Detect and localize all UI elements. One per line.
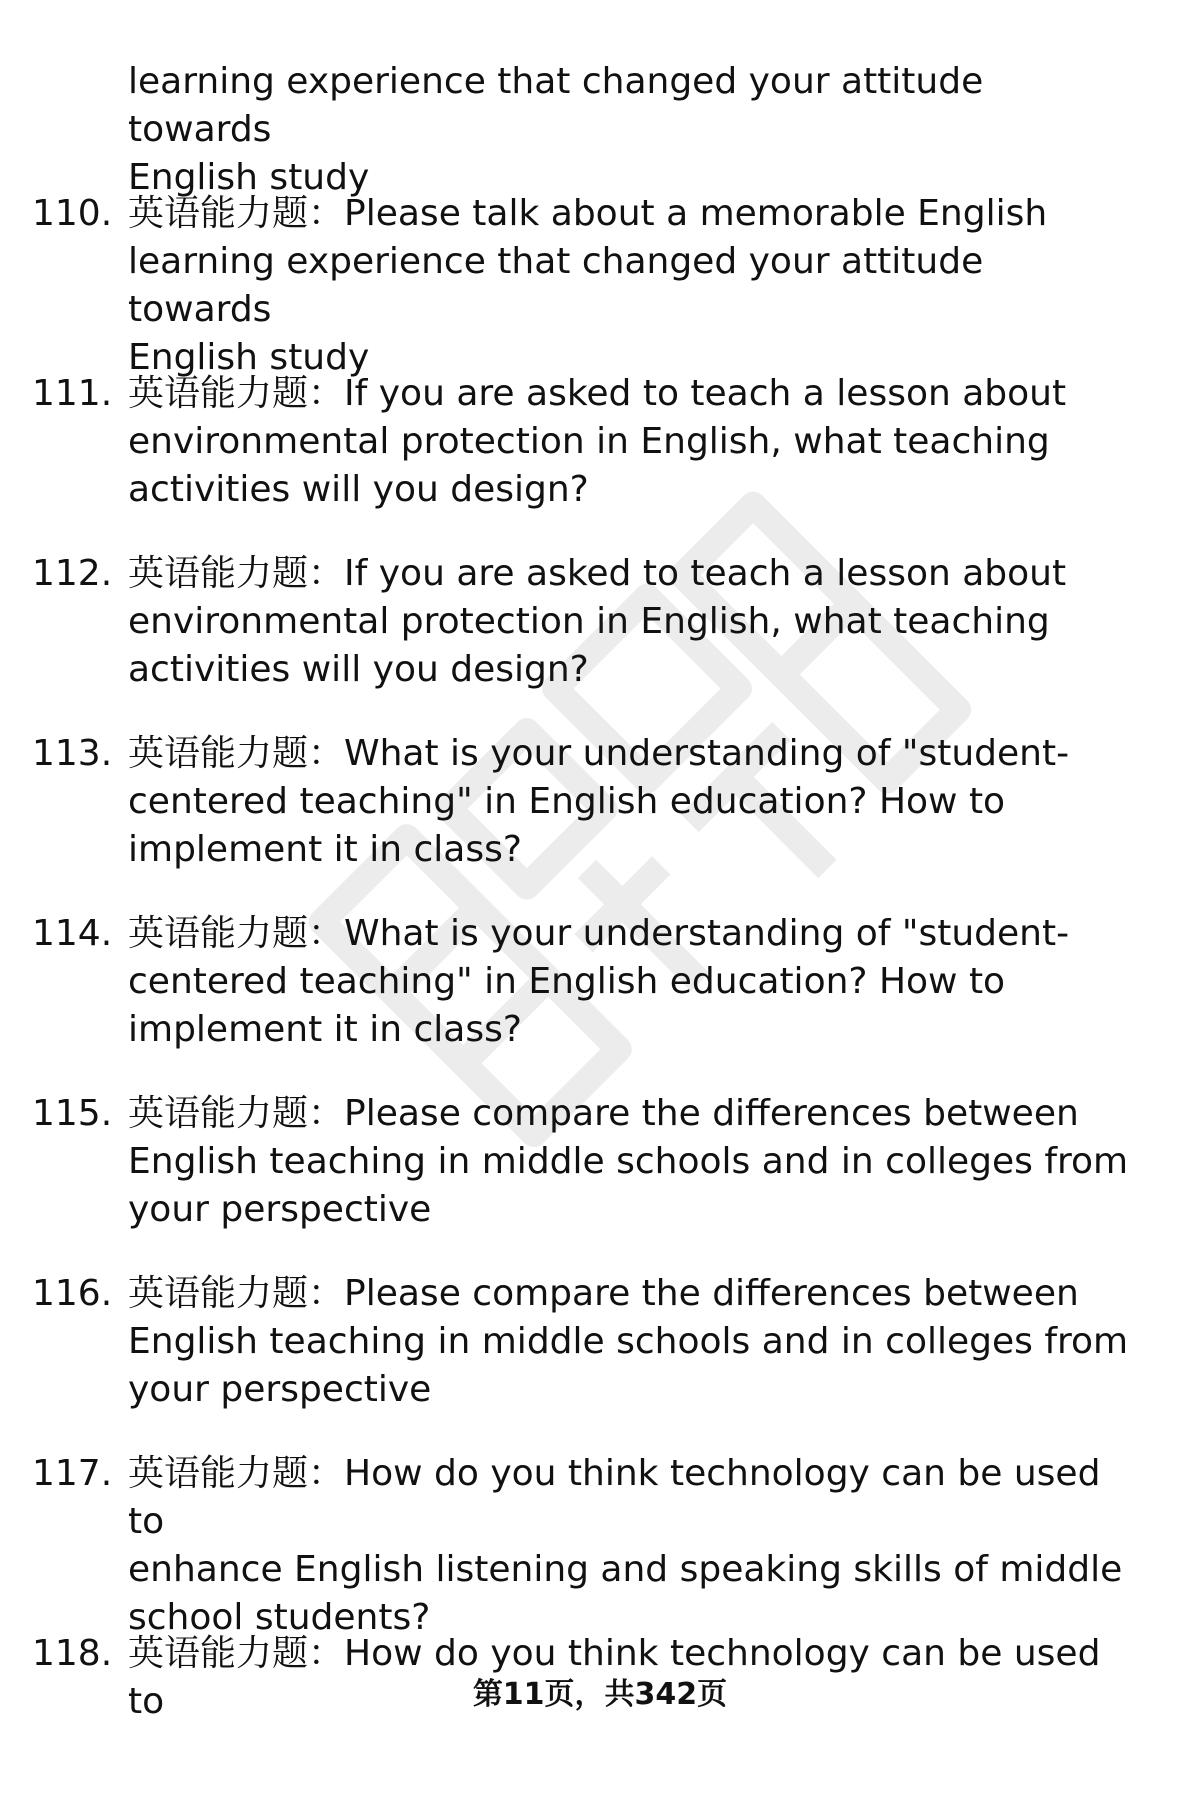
question-text: If you are asked to teach a lesson about <box>344 553 1067 594</box>
question-tag: 英语能力题： <box>128 193 345 234</box>
question-item <box>0 370 1200 550</box>
question-line <box>128 550 1138 598</box>
question-number: 117. <box>32 1453 113 1494</box>
question-number: 112. <box>32 553 113 594</box>
question-number: 115. <box>32 1093 113 1134</box>
continuation-line: learning experience that changed your attitude towards <box>128 61 984 150</box>
question-line: environmental protection in English, what teaching <box>128 421 1050 462</box>
question-body <box>128 1270 1138 1414</box>
question-tag: 英语能力题： <box>128 1453 345 1494</box>
question-item <box>0 1630 1200 1810</box>
question-number: 113. <box>32 733 113 774</box>
question-line: activities will you design? <box>128 649 589 690</box>
question-text: What is your understanding of "student- <box>344 733 1070 774</box>
question-item <box>0 1090 1200 1270</box>
question-line: English teaching in middle schools and in colleges from <box>128 1321 1129 1362</box>
question-item <box>0 730 1200 910</box>
page-footer <box>0 1675 1200 1715</box>
page-number-label: 第11页，共342页 <box>472 1677 728 1712</box>
question-line <box>128 190 1138 238</box>
question-item <box>0 1450 1200 1638</box>
question-line: school students? <box>128 1597 431 1638</box>
question-tag: 英语能力题： <box>128 553 345 594</box>
question-text: If you are asked to teach a lesson about <box>344 373 1067 414</box>
question-tag: 英语能力题： <box>128 1273 345 1314</box>
question-text: Please compare the differences between <box>344 1093 1079 1134</box>
question-line <box>128 370 1138 418</box>
question-line: centered teaching" in English education? How to <box>128 781 1006 822</box>
question-number: 116. <box>32 1273 113 1314</box>
question-text: Please talk about a memorable English <box>344 193 1048 234</box>
question-text: How do you think technology can be used to <box>128 1633 1101 1722</box>
question-number: 114. <box>32 913 113 954</box>
question-item <box>0 550 1200 730</box>
question-line: activities will you design? <box>128 469 589 510</box>
question-line: your perspective <box>128 1189 432 1230</box>
question-text: Please compare the differences between <box>344 1273 1079 1314</box>
question-tag: 英语能力题： <box>128 1093 345 1134</box>
question-line <box>128 730 1138 778</box>
question-tag: 英语能力题： <box>128 733 345 774</box>
question-text: What is your understanding of "student- <box>344 913 1070 954</box>
question-line: English teaching in middle schools and in colleges from <box>128 1141 1129 1182</box>
question-line: implement it in class? <box>128 1009 522 1050</box>
question-list <box>0 190 1200 1810</box>
question-tag: 英语能力题： <box>128 913 345 954</box>
question-line: learning experience that changed your attitude towards <box>128 241 984 330</box>
previous-question-continuation <box>128 58 1138 202</box>
question-number: 118. <box>32 1633 113 1674</box>
continuation-line: English study <box>128 157 370 198</box>
question-tag: 英语能力题： <box>128 373 345 414</box>
question-line: enhance English listening and speaking skills of middle <box>128 1549 1123 1590</box>
question-line <box>128 1090 1138 1138</box>
question-line: English study <box>128 337 370 378</box>
question-tag: 英语能力题： <box>128 1633 345 1674</box>
question-line <box>128 1270 1138 1318</box>
question-line <box>128 1450 1138 1546</box>
question-line: environmental protection in English, what teaching <box>128 601 1050 642</box>
question-item <box>0 1270 1200 1450</box>
question-item <box>0 910 1200 1090</box>
question-body <box>128 550 1138 694</box>
question-body <box>128 1090 1138 1234</box>
question-number: 110. <box>32 193 113 234</box>
question-body <box>128 190 1138 382</box>
question-line: your perspective <box>128 1369 432 1410</box>
question-line: centered teaching" in English education? How to <box>128 961 1006 1002</box>
question-body <box>128 370 1138 514</box>
question-line: implement it in class? <box>128 829 522 870</box>
question-body <box>128 1450 1138 1642</box>
question-number: 111. <box>32 373 113 414</box>
question-item <box>0 190 1200 378</box>
question-text: How do you think technology can be used to <box>128 1453 1101 1542</box>
question-body <box>128 910 1138 1054</box>
question-body <box>128 730 1138 874</box>
question-line <box>128 910 1138 958</box>
